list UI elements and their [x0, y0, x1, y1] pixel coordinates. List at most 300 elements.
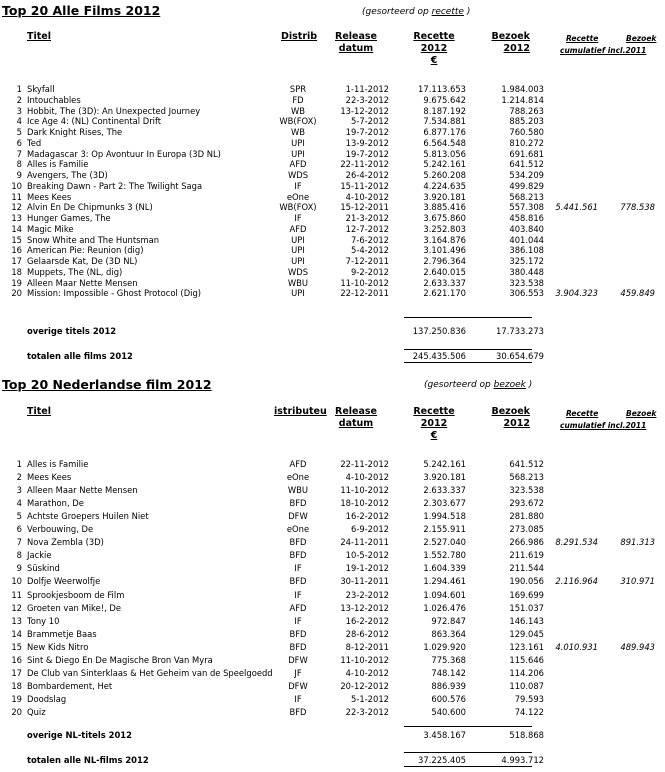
nl-overige-line	[404, 726, 532, 727]
cell-bezoek: 74.122	[514, 706, 544, 717]
cell-bezoek: 306.553	[509, 288, 544, 299]
cell-bezoek: 568.213	[509, 191, 544, 202]
films-totaal-label: totalen alle films 2012	[27, 351, 133, 361]
nl-overige-bezoek: 518.868	[509, 730, 544, 740]
cell-bezoek: 380.448	[509, 266, 544, 277]
films-totaal-bezoek: 30.654.679	[496, 351, 544, 361]
cell-release-date: 10-5-2012	[345, 550, 389, 561]
cell-recette: 6.877.176	[423, 127, 466, 137]
cell-distributor: DFW	[288, 654, 308, 665]
films-header-titel: Titel	[27, 31, 51, 42]
cell-recette: 540.600	[431, 706, 466, 717]
cell-distributor: WDS	[287, 170, 309, 180]
cell-cum-recette: 2.116.964	[555, 576, 598, 587]
cell-release-date: 20-12-2012	[340, 680, 389, 691]
table-row	[0, 563, 665, 574]
cell-distributor: AFD	[289, 159, 307, 170]
cell-cum-bezoek: 891.313	[620, 537, 655, 548]
cell-title: Doodslag	[27, 693, 67, 704]
cell-bezoek: 281.880	[509, 511, 544, 522]
table-row	[0, 694, 665, 705]
table-row	[0, 256, 665, 267]
cell-distributor: BFD	[289, 706, 307, 717]
cell-bezoek: 123.161	[509, 641, 544, 652]
table-row	[0, 550, 665, 561]
cell-recette: 2.621.170	[423, 288, 466, 299]
films-header-cum-bezoek: Bezoek	[626, 34, 657, 43]
cell-cum-recette: 5.441.561	[555, 202, 598, 213]
cell-recette: 1.094.601	[423, 589, 466, 600]
cell-bezoek: 885.203	[509, 116, 544, 127]
cell-release-date: 5-7-2012	[350, 116, 389, 127]
table-row	[0, 116, 665, 127]
cell-title: Alleen Maar Nette Mensen	[27, 277, 138, 288]
cell-distributor: WBU	[287, 277, 309, 288]
nl-header-recette: Recette 2012 €	[413, 406, 455, 441]
cell-release-date: 26-4-2012	[345, 170, 389, 180]
cell-recette: 863.364	[431, 628, 466, 639]
cell-rank: 18	[11, 266, 22, 277]
cell-bezoek: 325.172	[509, 256, 544, 266]
cell-cum-recette: 4.010.931	[555, 641, 598, 652]
cell-distributor: IF	[294, 615, 302, 626]
cell-distributor: BFD	[289, 498, 307, 509]
cell-release-date: 19-7-2012	[345, 127, 389, 137]
cell-cum-bezoek: 489.943	[620, 641, 655, 652]
cell-rank: 7	[16, 148, 22, 159]
cell-recette: 17.113.653	[418, 84, 466, 94]
cell-distributor: IF	[294, 563, 302, 574]
cell-rank: 8	[16, 159, 22, 170]
nl-overige-label: overige NL-titels 2012	[27, 730, 132, 740]
cell-distributor: UPI	[291, 245, 305, 256]
cell-recette: 972.847	[431, 615, 466, 626]
films-header-release: Release datum	[335, 31, 377, 54]
cell-bezoek: 458.816	[509, 213, 544, 223]
cell-distributor: JF	[294, 667, 302, 678]
cell-release-date: 23-2-2012	[345, 589, 389, 600]
cell-rank: 19	[11, 693, 22, 704]
cell-rank: 16	[11, 245, 22, 256]
table-row	[0, 707, 665, 718]
cell-release-date: 16-2-2012	[345, 615, 389, 626]
cell-release-date: 11-10-2012	[340, 485, 389, 496]
cell-title: Breaking Dawn - Part 2: The Twilight Saga	[27, 180, 203, 191]
cell-rank: 1	[16, 459, 22, 469]
cell-rank: 11	[11, 589, 22, 600]
cell-distributor: WBU	[287, 485, 309, 496]
cell-recette: 6.564.548	[423, 137, 466, 148]
cell-distributor: IF	[294, 693, 302, 704]
nl-totaal-bezoek: 4.993.712	[501, 755, 544, 765]
cell-bezoek: 190.056	[509, 576, 544, 587]
table-row	[0, 127, 665, 138]
cell-distributor: IF	[294, 180, 302, 191]
cell-title: Sprookjesboom de Film	[27, 589, 125, 600]
cell-distributor: eOne	[286, 524, 310, 535]
cell-recette: 5.242.161	[423, 159, 466, 170]
cell-title: Brammetje Baas	[27, 628, 97, 639]
cell-recette: 775.368	[431, 654, 466, 665]
cell-recette: 1.604.339	[423, 563, 466, 574]
cell-title: Dolfje Weerwolfje	[27, 576, 101, 587]
cell-title: Alleen Maar Nette Mensen	[27, 485, 138, 496]
cell-bezoek: 323.538	[509, 277, 544, 288]
films-header-cum-note: cumulatief incl.2011	[560, 46, 647, 55]
table-row	[0, 170, 665, 181]
films-header-distrib: Distrib	[281, 31, 318, 42]
cell-rank: 6	[16, 137, 22, 148]
cell-rank: 18	[11, 680, 22, 691]
cell-distributor: FD	[292, 94, 304, 105]
cell-title: Hobbit, The (3D): An Unexpected Journey	[27, 105, 201, 116]
nl-totaal-label: totalen alle NL-films 2012	[27, 755, 149, 765]
cell-title: Alvin En De Chipmunks 3 (NL)	[27, 202, 153, 213]
cell-bezoek: 568.213	[509, 472, 544, 483]
cell-release-date: 22-12-2011	[340, 288, 389, 299]
cell-release-date: 7-12-2011	[345, 256, 389, 266]
cell-recette: 748.142	[431, 667, 466, 678]
cell-release-date: 22-3-2012	[345, 94, 389, 105]
cell-recette: 2.633.337	[423, 485, 466, 496]
cell-rank: 2	[16, 94, 22, 105]
cell-title: Muppets, The (NL, dig)	[27, 266, 123, 277]
cell-bezoek: 115.646	[509, 654, 544, 665]
cell-rank: 14	[11, 223, 22, 234]
cell-recette: 3.101.496	[423, 245, 466, 256]
cell-cum-bezoek: 459.849	[620, 288, 655, 299]
cell-bezoek: 273.085	[509, 524, 544, 535]
films-overige-line	[404, 317, 532, 318]
cell-rank: 9	[16, 170, 22, 180]
nl-header-release: Release datum	[335, 406, 377, 429]
cell-recette: 4.224.635	[423, 180, 466, 191]
table-row	[0, 576, 665, 587]
table-row	[0, 498, 665, 509]
cell-distributor: UPI	[291, 288, 305, 299]
table-row	[0, 159, 665, 170]
cell-bezoek: 534.209	[509, 170, 544, 180]
cell-bezoek: 146.143	[509, 615, 544, 626]
cell-rank: 7	[16, 537, 22, 548]
cell-bezoek: 1.984.003	[501, 84, 544, 94]
cell-release-date: 21-3-2012	[345, 213, 389, 223]
cell-recette: 2.633.337	[423, 277, 466, 288]
cell-bezoek: 810.272	[509, 137, 544, 148]
cell-rank: 14	[11, 628, 22, 639]
cell-distributor: AFD	[289, 459, 307, 469]
cell-recette: 2.303.677	[423, 498, 466, 509]
table-row	[0, 224, 665, 235]
table-row	[0, 485, 665, 496]
cell-release-date: 19-1-2012	[345, 563, 389, 574]
cell-release-date: 13-12-2012	[340, 602, 389, 613]
cell-distributor: WDS	[287, 266, 309, 277]
cell-distributor: SPR	[289, 84, 307, 94]
table-row	[0, 590, 665, 601]
cell-recette: 3.920.181	[423, 191, 466, 202]
cell-release-date: 11-10-2012	[340, 654, 389, 665]
table-row	[0, 642, 665, 653]
cell-release-date: 28-6-2012	[345, 628, 389, 639]
films-totaal-underline	[404, 362, 532, 363]
cell-distributor: UPI	[291, 234, 305, 245]
cell-bezoek: 169.699	[509, 589, 544, 600]
films-totaal-line	[404, 349, 532, 350]
cell-recette: 5.813.056	[423, 148, 466, 159]
cell-distributor: UPI	[291, 148, 305, 159]
cell-recette: 886.939	[431, 680, 466, 691]
films-header-cum-recette: Recette	[566, 34, 599, 43]
cell-release-date: 15-11-2012	[340, 180, 389, 191]
cell-title: Alles is Familie	[27, 459, 89, 469]
cell-bezoek: 691.681	[509, 148, 544, 159]
cell-rank: 5	[16, 511, 22, 522]
cell-recette: 1.026.476	[423, 602, 466, 613]
cell-rank: 10	[11, 180, 22, 191]
table-row	[0, 472, 665, 483]
cell-title: Mees Kees	[27, 191, 72, 202]
cell-rank: 3	[16, 485, 22, 496]
cell-bezoek: 129.045	[509, 628, 544, 639]
nl-totaal-line	[404, 752, 532, 753]
table-row	[0, 95, 665, 106]
cell-distributor: WB	[290, 127, 306, 137]
cell-title: Mees Kees	[27, 472, 72, 483]
films-overige-label: overige titels 2012	[27, 326, 117, 336]
cell-bezoek: 499.829	[509, 180, 544, 191]
table-row	[0, 245, 665, 256]
cell-rank: 20	[11, 288, 22, 299]
table-row	[0, 288, 665, 299]
cell-rank: 8	[16, 550, 22, 561]
cell-title: De Club van Sinterklaas & Het Geheim van de Speelgoedd	[27, 667, 273, 678]
cell-distributor: AFD	[289, 602, 307, 613]
nl-title: Top 20 Nederlandse film 2012	[2, 377, 212, 392]
table-row	[0, 655, 665, 666]
cell-release-date: 5-4-2012	[350, 245, 389, 256]
cell-distributor: BFD	[289, 576, 307, 587]
cell-release-date: 11-10-2012	[340, 277, 389, 288]
cell-distributor: WB	[290, 105, 306, 116]
cell-release-date: 8-12-2011	[345, 641, 389, 652]
cell-release-date: 22-11-2012	[340, 459, 389, 469]
table-row	[0, 213, 665, 224]
cell-distributor: WB(FOX)	[279, 202, 317, 213]
cell-rank: 17	[11, 667, 22, 678]
cell-title: Bombardement, Het	[27, 680, 113, 691]
cell-release-date: 12-7-2012	[345, 223, 389, 234]
cell-release-date: 4-10-2012	[345, 191, 389, 202]
cell-distributor: BFD	[289, 550, 307, 561]
cell-recette: 9.675.642	[423, 94, 466, 105]
cell-release-date: 1-11-2012	[345, 84, 389, 94]
cell-distributor: BFD	[289, 628, 307, 639]
cell-release-date: 30-11-2011	[340, 576, 389, 587]
nl-header-cum-note: cumulatief incl.2011	[560, 421, 647, 430]
nl-totaal-underline	[404, 766, 532, 767]
cell-distributor: IF	[294, 213, 302, 223]
nl-header-titel: Titel	[27, 406, 51, 417]
cell-title: Mission: Impossible - Ghost Protocol (Dig)	[27, 288, 202, 299]
cell-recette: 2.640.015	[423, 266, 466, 277]
cell-rank: 20	[11, 706, 22, 717]
nl-overige-recette: 3.458.167	[423, 730, 466, 740]
nl-header-distrib: istributeu	[274, 406, 327, 417]
cell-rank: 12	[11, 202, 22, 213]
cell-title: Nova Zembla (3D)	[27, 537, 104, 548]
table-row	[0, 149, 665, 160]
cell-cum-recette: 8.291.534	[555, 537, 598, 548]
cell-distributor: UPI	[291, 256, 305, 266]
cell-distributor: BFD	[289, 641, 307, 652]
cell-title: American Pie: Reunion (dig)	[27, 245, 144, 256]
cell-title: Gelaarsde Kat, De (3D NL)	[27, 256, 138, 266]
cell-recette: 8.187.192	[423, 105, 466, 116]
cell-title: Quiz	[27, 706, 46, 717]
cell-bezoek: 323.538	[509, 485, 544, 496]
cell-release-date: 5-1-2012	[350, 693, 389, 704]
cell-title: Snow White and The Huntsman	[27, 234, 160, 245]
cell-bezoek: 151.037	[509, 602, 544, 613]
cell-bezoek: 641.512	[509, 159, 544, 170]
table-row	[0, 202, 665, 213]
cell-bezoek: 641.512	[509, 459, 544, 469]
nl-header-cum-bezoek: Bezoek	[626, 409, 657, 418]
cell-rank: 3	[16, 105, 22, 116]
cell-title: Sint & Diego En De Magische Bron Van Myra	[27, 654, 213, 665]
table-row	[0, 106, 665, 117]
films-header-recette: Recette 2012 €	[413, 31, 455, 66]
cell-recette: 3.920.181	[423, 472, 466, 483]
cell-recette: 600.576	[431, 693, 466, 704]
cell-bezoek: 788.263	[509, 105, 544, 116]
cell-title: Magic Mike	[27, 223, 74, 234]
cell-release-date: 13-9-2012	[345, 137, 389, 148]
cell-recette: 1.029.920	[423, 641, 466, 652]
table-row	[0, 668, 665, 679]
cell-rank: 4	[16, 498, 22, 509]
cell-title: Alles is Familie	[27, 159, 89, 170]
cell-rank: 15	[11, 234, 22, 245]
nl-header-bezoek: Bezoek 2012	[491, 406, 530, 429]
cell-recette: 2.527.040	[423, 537, 466, 548]
cell-bezoek: 403.840	[509, 223, 544, 234]
cell-release-date: 15-12-2011	[340, 202, 389, 213]
cell-rank: 2	[16, 472, 22, 483]
cell-bezoek: 79.593	[514, 693, 544, 704]
cell-distributor: BFD	[289, 537, 307, 548]
cell-rank: 13	[11, 213, 22, 223]
cell-rank: 4	[16, 116, 22, 127]
table-row	[0, 616, 665, 627]
cell-cum-bezoek: 778.538	[620, 202, 655, 213]
cell-recette: 3.675.860	[423, 213, 466, 223]
cell-rank: 19	[11, 277, 22, 288]
cell-bezoek: 114.206	[509, 667, 544, 678]
cell-rank: 6	[16, 524, 22, 535]
cell-title: Hunger Games, The	[27, 213, 111, 223]
cell-title: Jackie	[27, 550, 52, 561]
cell-title: Intouchables	[27, 94, 81, 105]
cell-distributor: UPI	[291, 137, 305, 148]
cell-distributor: IF	[294, 589, 302, 600]
cell-title: Marathon, De	[27, 498, 84, 509]
cell-title: Dark Knight Rises, The	[27, 127, 123, 137]
cell-title: Süskind	[27, 563, 60, 574]
cell-bezoek: 760.580	[509, 127, 544, 137]
table-row	[0, 235, 665, 246]
cell-cum-bezoek: 310.971	[620, 576, 655, 587]
cell-rank: 16	[11, 654, 22, 665]
table-row	[0, 603, 665, 614]
cell-release-date: 4-10-2012	[345, 667, 389, 678]
films-title: Top 20 Alle Films 2012	[2, 3, 161, 18]
cell-rank: 11	[11, 191, 22, 202]
cell-rank: 15	[11, 641, 22, 652]
films-header-bezoek: Bezoek 2012	[491, 31, 530, 54]
cell-recette: 1.294.461	[423, 576, 466, 587]
cell-distributor: DFW	[288, 680, 308, 691]
cell-bezoek: 1.214.814	[501, 94, 544, 105]
cell-bezoek: 386.108	[509, 245, 544, 256]
films-sort-note: (gesorteerd op recette )	[362, 7, 471, 17]
cell-release-date: 22-3-2012	[345, 706, 389, 717]
cell-distributor: AFD	[289, 223, 307, 234]
films-totaal-recette: 245.435.506	[412, 351, 466, 361]
cell-release-date: 7-6-2012	[350, 234, 389, 245]
cell-release-date: 22-11-2012	[340, 159, 389, 170]
cell-recette: 3.252.803	[423, 223, 466, 234]
cell-title: Avengers, The (3D)	[27, 170, 108, 180]
films-overige-recette: 137.250.836	[412, 326, 466, 336]
cell-release-date: 18-10-2012	[340, 498, 389, 509]
cell-cum-recette: 3.904.323	[555, 288, 598, 299]
cell-bezoek: 401.044	[509, 234, 544, 245]
cell-distributor: DFW	[288, 511, 308, 522]
cell-title: Ice Age 4: (NL) Continental Drift	[27, 116, 162, 127]
nl-sort-note: (gesorteerd op bezoek )	[424, 380, 533, 390]
cell-bezoek: 211.544	[509, 563, 544, 574]
cell-rank: 17	[11, 256, 22, 266]
cell-release-date: 24-11-2011	[340, 537, 389, 548]
cell-distributor: WB(FOX)	[279, 116, 317, 127]
cell-release-date: 19-7-2012	[345, 148, 389, 159]
cell-release-date: 9-2-2012	[350, 266, 389, 277]
cell-distributor: eOne	[286, 191, 310, 202]
cell-title: Verbouwing, De	[27, 524, 94, 535]
cell-title: Groeten van Mike!, De	[27, 602, 122, 613]
cell-rank: 12	[11, 602, 22, 613]
cell-bezoek: 110.087	[509, 680, 544, 691]
cell-title: Madagascar 3: Op Avontuur In Europa (3D NL)	[27, 148, 221, 159]
cell-distributor: eOne	[286, 472, 310, 483]
cell-release-date: 13-12-2012	[340, 105, 389, 116]
cell-bezoek: 293.672	[509, 498, 544, 509]
cell-rank: 9	[16, 563, 22, 574]
films-overige-bezoek: 17.733.273	[496, 326, 544, 336]
cell-recette: 2.155.911	[423, 524, 466, 535]
cell-recette: 1.552.780	[423, 550, 466, 561]
cell-recette: 1.994.518	[423, 511, 466, 522]
cell-release-date: 16-2-2012	[345, 511, 389, 522]
cell-title: Ted	[27, 137, 42, 148]
cell-recette: 3.885.416	[423, 202, 466, 213]
table-row	[0, 511, 665, 522]
table-row	[0, 84, 665, 95]
cell-bezoek: 266.986	[509, 537, 544, 548]
cell-release-date: 4-10-2012	[345, 472, 389, 483]
